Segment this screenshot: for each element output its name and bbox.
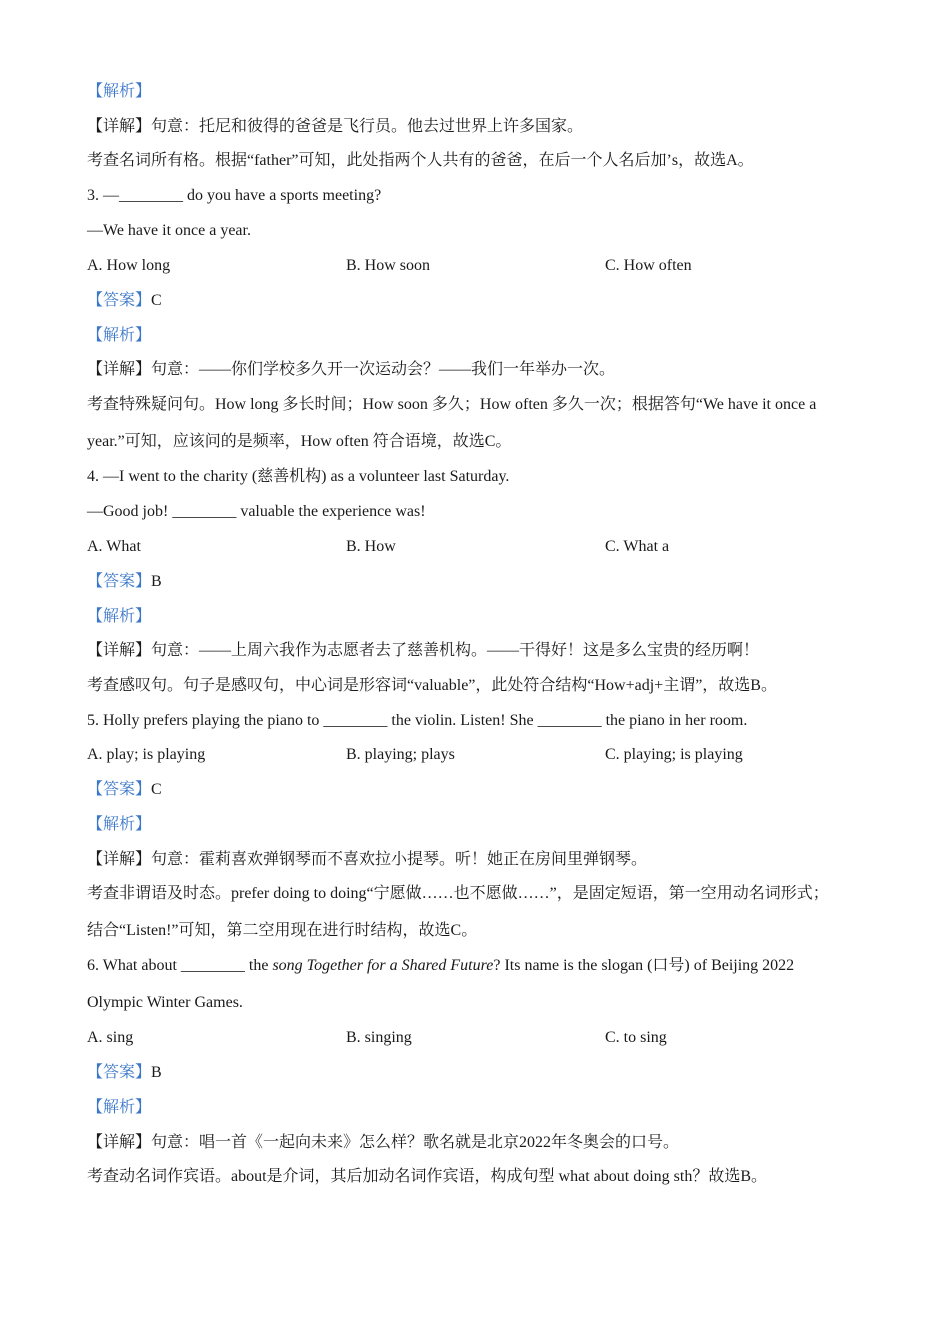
answer-value: B (151, 573, 162, 590)
detail-text: 句意：——上周六我作为志愿者去了慈善机构。——干得好！这是多么宝贵的经历啊！ (151, 642, 760, 659)
detail-text: 句意：霍莉喜欢弹钢琴而不喜欢拉小提琴。听！她正在房间里弹钢琴。 (151, 851, 648, 868)
explanation-text: 考查特殊疑问句。How long 多长时间；How soon 多久；How often 多久一次；根据答句“We have it once a (87, 396, 817, 413)
explanation-text: 考查名词所有格。根据“father”可知，此处指两个人共有的爸爸，在后一个人名后加’s，故选A。 (87, 152, 754, 169)
question-stem (87, 956, 794, 976)
detail-line (87, 641, 759, 661)
explanation-text: 考查感叹句。句子是感叹句，中心词是形容词“valuable”，此处符合结构“How+adj+主谓”，故选B。 (87, 677, 777, 694)
question-stem-line2: —Good job! ________ valuable the experience was! (87, 503, 426, 520)
option-a: A. What (87, 538, 141, 555)
answer-value: B (151, 1064, 162, 1081)
option-c: C. What a (605, 538, 670, 555)
detail-label: 【详解】 (87, 642, 152, 659)
explanation-text: 考查非谓语及时态。prefer doing to doing“宁愿做……也不愿做……”，是固定短语，第一空用动名词形式； (87, 885, 829, 902)
option-a: A. play; is playing (87, 746, 206, 763)
detail-line (87, 360, 615, 380)
answer-line (87, 1063, 162, 1083)
song-title: song Together for a Shared Future (272, 957, 494, 974)
analysis-tag: 【解析】 (87, 327, 152, 344)
option-b: B. How (346, 538, 396, 555)
answer-line (87, 572, 162, 592)
option-c: C. playing; is playing (605, 746, 743, 763)
option-b: B. singing (346, 1029, 412, 1046)
explanation-text-line2: 结合“Listen!”可知，第二空用现在进行时结构，故选C。 (87, 922, 478, 939)
detail-line (87, 850, 647, 870)
answer-value: C (151, 292, 162, 309)
detail-label: 【详解】 (87, 1134, 152, 1151)
detail-text: 句意：托尼和彼得的爸爸是飞行员。他去过世界上许多国家。 (151, 118, 584, 135)
analysis-tag: 【解析】 (87, 83, 152, 100)
stem-part-a: 6. What about ________ the (87, 957, 273, 974)
answer-line (87, 291, 162, 311)
option-c: C. How often (605, 257, 692, 274)
analysis-tag: 【解析】 (87, 608, 152, 625)
answer-value: C (151, 781, 162, 798)
answer-tag: 【答案】 (87, 781, 152, 798)
question-stem: 3. —________ do you have a sports meeting? (87, 187, 382, 204)
detail-label: 【详解】 (87, 851, 152, 868)
question-stem: 5. Holly prefers playing the piano to ________ the violin. Listen! She ________ the piano in her room. (87, 712, 748, 729)
answer-tag: 【答案】 (87, 292, 152, 309)
detail-text: 句意：唱一首《一起向未来》怎么样？歌名就是北京2022年冬奥会的口号。 (151, 1134, 680, 1151)
detail-label: 【详解】 (87, 361, 152, 378)
question-stem-line2: —We have it once a year. (87, 222, 251, 239)
answer-tag: 【答案】 (87, 573, 152, 590)
option-c: C. to sing (605, 1029, 667, 1046)
option-b: B. playing; plays (346, 746, 455, 763)
analysis-tag: 【解析】 (87, 816, 152, 833)
detail-line (87, 117, 583, 137)
option-a: A. How long (87, 257, 171, 274)
answer-line (87, 780, 162, 800)
question-stem-line2: Olympic Winter Games. (87, 994, 243, 1011)
option-a: A. sing (87, 1029, 134, 1046)
question-stem: 4. —I went to the charity (慈善机构) as a volunteer last Saturday. (87, 468, 510, 485)
explanation-text: 考查动名词作宾语。about是介词，其后加动名词作宾语，构成句型 what about doing sth？故选B。 (87, 1168, 767, 1185)
explanation-text-line2: year.”可知，应该问的是频率，How often 符合语境，故选C。 (87, 433, 512, 450)
detail-label: 【详解】 (87, 118, 152, 135)
option-b: B. How soon (346, 257, 431, 274)
analysis-tag: 【解析】 (87, 1099, 152, 1116)
stem-part-b: ? Its name is the slogan (口号) of Beijing 2022 (493, 957, 795, 974)
detail-text: 句意：——你们学校多久开一次运动会？——我们一年举办一次。 (151, 361, 616, 378)
detail-line (87, 1133, 679, 1153)
answer-tag: 【答案】 (87, 1064, 152, 1081)
